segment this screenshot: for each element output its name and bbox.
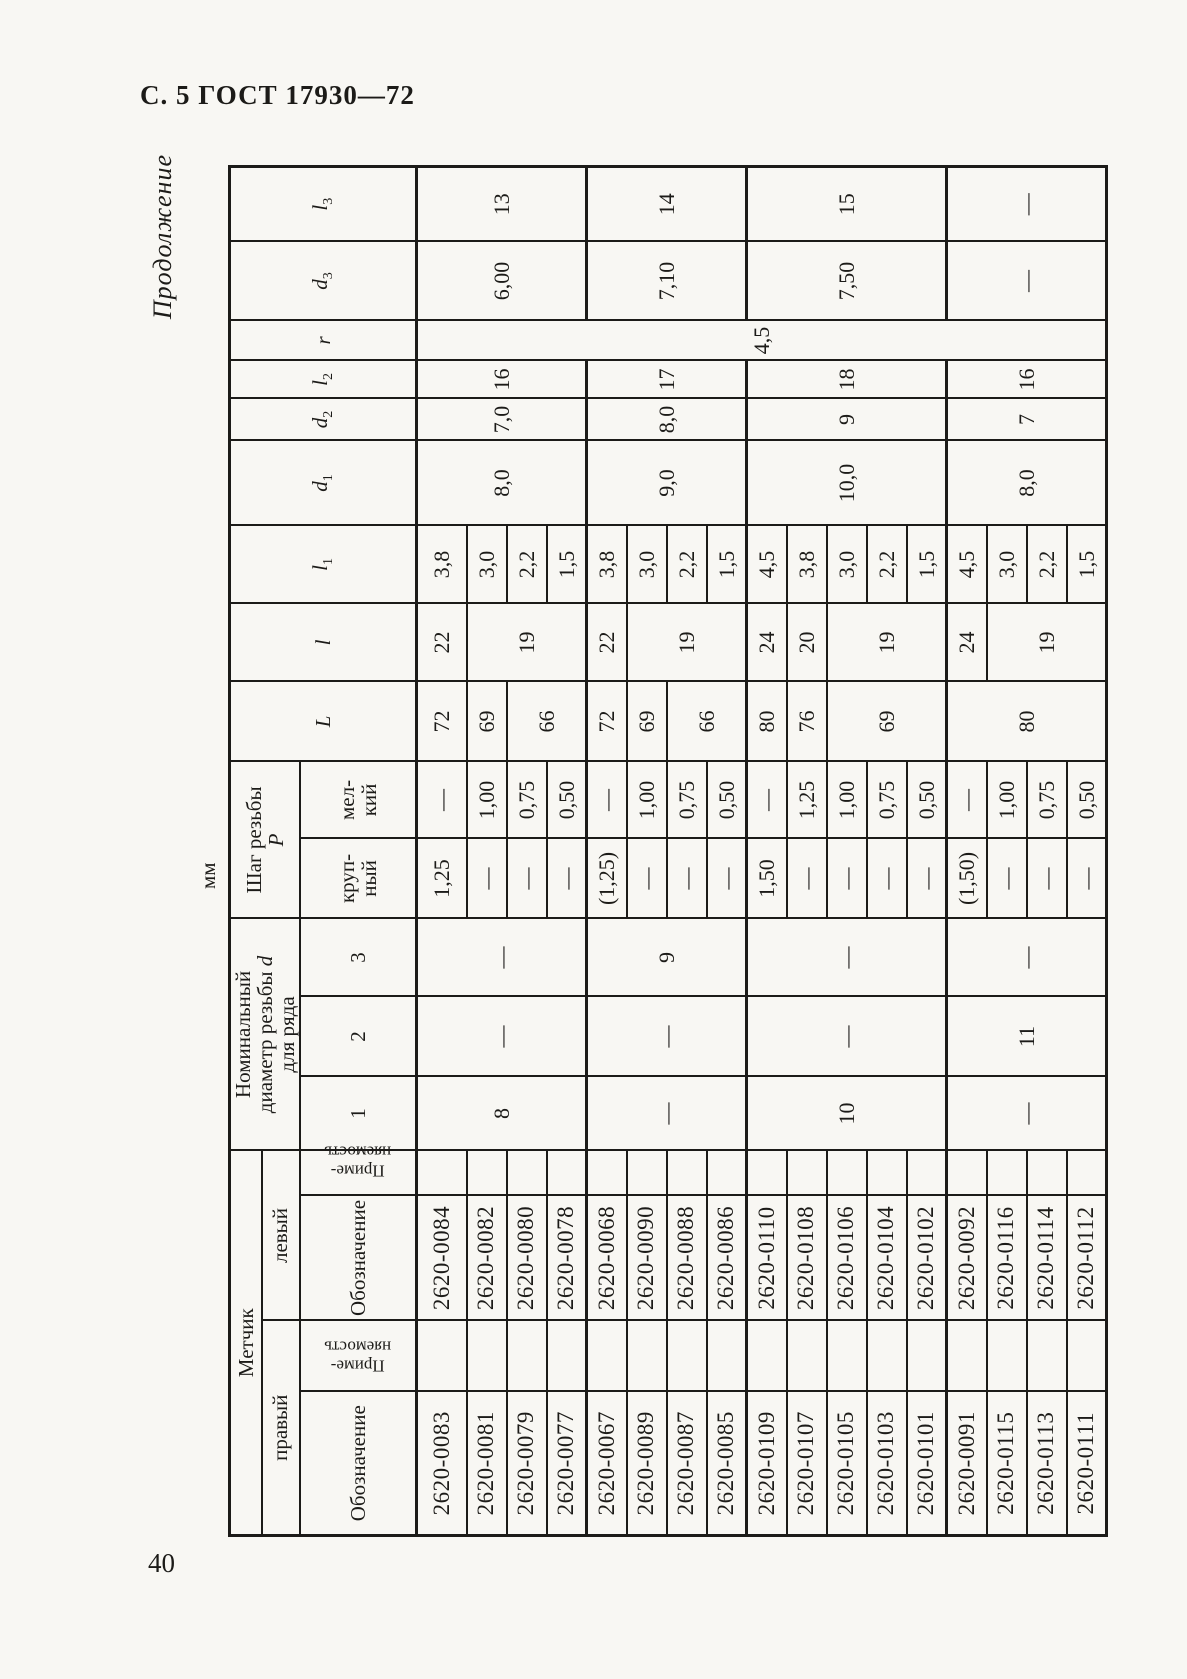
data-cell bbox=[507, 1321, 547, 1392]
designation-cell: 2620-0110 bbox=[747, 1196, 787, 1321]
data-cell: — bbox=[587, 761, 627, 838]
designation-cell: 2620-0103 bbox=[867, 1392, 907, 1536]
data-cell: 16 bbox=[947, 360, 1107, 398]
data-cell: — bbox=[627, 838, 667, 918]
data-cell: 3,0 bbox=[987, 525, 1027, 603]
data-cell: 19 bbox=[987, 603, 1107, 681]
page-number: 40 bbox=[148, 1548, 175, 1578]
col-L: L bbox=[230, 681, 417, 761]
data-cell bbox=[947, 1150, 987, 1195]
data-cell: 8,0 bbox=[587, 398, 747, 440]
col-l: l bbox=[230, 603, 417, 681]
designation-cell: 2620-0082 bbox=[467, 1196, 507, 1321]
data-cell: 80 bbox=[747, 681, 787, 761]
data-cell bbox=[627, 1150, 667, 1195]
data-cell: 24 bbox=[747, 603, 787, 681]
data-cell: 2,2 bbox=[867, 525, 907, 603]
data-cell bbox=[1027, 1150, 1067, 1195]
col-l3: $l_3$ bbox=[230, 166, 417, 241]
data-cell bbox=[987, 1321, 1027, 1392]
data-cell bbox=[987, 1150, 1027, 1195]
vertical-label: Приме- няемость bbox=[324, 1338, 392, 1376]
data-cell: 11 bbox=[947, 996, 1107, 1076]
data-cell bbox=[827, 1321, 867, 1392]
data-cell: 66 bbox=[667, 681, 747, 761]
data-cell: 10 bbox=[747, 1076, 947, 1150]
data-cell: 2,2 bbox=[1027, 525, 1067, 603]
data-cell: 8 bbox=[417, 1076, 587, 1150]
data-cell bbox=[907, 1321, 947, 1392]
designation-cell: 2620-0104 bbox=[867, 1196, 907, 1321]
col-group-nominal-diameter: Номинальный диаметр резьбы d для ряда bbox=[230, 918, 300, 1150]
data-cell: 2,2 bbox=[507, 525, 547, 603]
data-cell: — bbox=[907, 838, 947, 918]
designation-cell: 2620-0088 bbox=[667, 1196, 707, 1321]
data-cell: 69 bbox=[467, 681, 507, 761]
data-cell bbox=[417, 1321, 467, 1392]
data-cell: — bbox=[587, 1076, 747, 1150]
data-cell: 19 bbox=[467, 603, 587, 681]
data-cell: 3,8 bbox=[417, 525, 467, 603]
designation-cell: 2620-0109 bbox=[747, 1392, 787, 1536]
data-cell bbox=[667, 1150, 707, 1195]
data-cell: 1,25 bbox=[787, 761, 827, 838]
units-label: мм bbox=[196, 862, 220, 889]
designation-cell: 2620-0092 bbox=[947, 1196, 987, 1321]
col-applicability-left bbox=[300, 1143, 417, 1195]
data-cell: 4,5 bbox=[747, 525, 787, 603]
designation-cell: 2620-0115 bbox=[987, 1392, 1027, 1536]
data-cell: 72 bbox=[587, 681, 627, 761]
data-cell: 69 bbox=[827, 681, 947, 761]
data-cell: 80 bbox=[947, 681, 1107, 761]
designation-cell: 2620-0114 bbox=[1027, 1196, 1067, 1321]
data-cell: 22 bbox=[417, 603, 467, 681]
col-d1: $d_1$ bbox=[230, 440, 417, 525]
designation-cell: 2620-0091 bbox=[947, 1392, 987, 1536]
data-cell: — bbox=[747, 996, 947, 1076]
data-cell: 69 bbox=[627, 681, 667, 761]
vertical-label: Приме- няемость bbox=[324, 1143, 392, 1181]
designation-cell: 2620-0080 bbox=[507, 1196, 547, 1321]
data-cell: 17 bbox=[587, 360, 747, 398]
data-cell: 6,00 bbox=[417, 241, 587, 320]
continuation-label: Продолжение bbox=[148, 154, 177, 320]
rotated-table-area bbox=[148, 154, 1105, 1537]
data-cell bbox=[787, 1321, 827, 1392]
designation-cell: 2620-0105 bbox=[827, 1392, 867, 1536]
designation-cell: 2620-0101 bbox=[907, 1392, 947, 1536]
col-group-right-hand: правый bbox=[262, 1321, 300, 1536]
data-cell bbox=[907, 1150, 947, 1195]
designation-cell: 2620-0068 bbox=[587, 1196, 627, 1321]
page-header: С. 5 ГОСТ 17930—72 bbox=[140, 80, 415, 110]
data-cell: 7 bbox=[947, 398, 1107, 440]
data-cell bbox=[827, 1150, 867, 1195]
col-series-1: 1 bbox=[300, 1076, 417, 1150]
col-d2: $d_2$ bbox=[230, 398, 417, 440]
col-pitch-fine: мел- кий bbox=[300, 761, 417, 838]
data-cell: — bbox=[747, 761, 787, 838]
data-cell: — bbox=[827, 838, 867, 918]
tap-dimensions-table bbox=[228, 165, 1108, 1537]
data-cell: 4,5 bbox=[947, 525, 987, 603]
data-cell: 0,50 bbox=[907, 761, 947, 838]
designation-cell: 2620-0067 bbox=[587, 1392, 627, 1536]
data-cell: 2,2 bbox=[667, 525, 707, 603]
col-r: r bbox=[230, 320, 417, 360]
data-cell: — bbox=[947, 166, 1107, 241]
data-cell: 72 bbox=[417, 681, 467, 761]
data-cell: — bbox=[987, 838, 1027, 918]
data-cell: 16 bbox=[417, 360, 587, 398]
col-d3: $d_3$ bbox=[230, 241, 417, 320]
table-body bbox=[417, 166, 1107, 1535]
data-cell bbox=[467, 1150, 507, 1195]
data-cell: 0,50 bbox=[1067, 761, 1107, 838]
data-cell: 7,50 bbox=[747, 241, 947, 320]
data-cell: 19 bbox=[827, 603, 947, 681]
data-cell: 1,00 bbox=[627, 761, 667, 838]
col-designation-right: Обозначение bbox=[300, 1392, 417, 1536]
data-cell: 1,5 bbox=[907, 525, 947, 603]
data-cell: 0,50 bbox=[547, 761, 587, 838]
designation-cell: 2620-0116 bbox=[987, 1196, 1027, 1321]
designation-cell: 2620-0090 bbox=[627, 1196, 667, 1321]
data-cell: — bbox=[787, 838, 827, 918]
data-cell: 3,0 bbox=[627, 525, 667, 603]
col-group-left-hand: левый bbox=[262, 1150, 300, 1320]
designation-cell: 2620-0111 bbox=[1067, 1392, 1107, 1536]
data-cell: 3,8 bbox=[787, 525, 827, 603]
data-cell: — bbox=[747, 918, 947, 996]
data-cell bbox=[587, 1321, 627, 1392]
data-cell bbox=[667, 1321, 707, 1392]
col-group-tap: Метчик bbox=[230, 1150, 262, 1535]
data-cell: 0,50 bbox=[707, 761, 747, 838]
designation-cell: 2620-0106 bbox=[827, 1196, 867, 1321]
col-group-thread-pitch: Шаг резьбы Р bbox=[230, 761, 300, 918]
data-cell: 1,50 bbox=[747, 838, 787, 918]
designation-cell: 2620-0078 bbox=[547, 1196, 587, 1321]
data-cell bbox=[417, 1150, 467, 1195]
data-cell bbox=[1027, 1321, 1067, 1392]
data-cell: — bbox=[417, 918, 587, 996]
data-cell: 1,00 bbox=[987, 761, 1027, 838]
data-cell: 20 bbox=[787, 603, 827, 681]
data-cell bbox=[747, 1150, 787, 1195]
data-cell: 1,00 bbox=[827, 761, 867, 838]
col-applicability-right bbox=[300, 1321, 417, 1392]
designation-cell: 2620-0086 bbox=[707, 1196, 747, 1321]
designation-cell: 2620-0113 bbox=[1027, 1392, 1067, 1536]
col-pitch-coarse: круп- ный bbox=[300, 838, 417, 918]
designation-cell: 2620-0081 bbox=[467, 1392, 507, 1536]
data-cell: 8,0 bbox=[417, 440, 587, 525]
data-cell bbox=[627, 1321, 667, 1392]
data-cell: — bbox=[867, 838, 907, 918]
data-cell bbox=[1067, 1150, 1107, 1195]
designation-cell: 2620-0077 bbox=[547, 1392, 587, 1536]
data-cell: 3,8 bbox=[587, 525, 627, 603]
data-cell: 9 bbox=[747, 398, 947, 440]
data-cell: — bbox=[547, 838, 587, 918]
data-cell: 19 bbox=[627, 603, 747, 681]
data-cell: 13 bbox=[417, 166, 587, 241]
data-cell: — bbox=[947, 761, 987, 838]
designation-cell: 2620-0108 bbox=[787, 1196, 827, 1321]
designation-cell: 2620-0112 bbox=[1067, 1196, 1107, 1321]
data-cell: — bbox=[707, 838, 747, 918]
data-cell: — bbox=[467, 838, 507, 918]
data-cell: 18 bbox=[747, 360, 947, 398]
data-cell bbox=[507, 1150, 547, 1195]
col-l1: $l_1$ bbox=[230, 525, 417, 603]
data-cell bbox=[747, 1321, 787, 1392]
designation-cell: 2620-0083 bbox=[417, 1392, 467, 1536]
data-cell: — bbox=[667, 838, 707, 918]
designation-cell: 2620-0084 bbox=[417, 1196, 467, 1321]
data-cell: 22 bbox=[587, 603, 627, 681]
data-cell: — bbox=[507, 838, 547, 918]
data-cell bbox=[547, 1321, 587, 1392]
data-cell: — bbox=[1067, 838, 1107, 918]
designation-cell: 2620-0085 bbox=[707, 1392, 747, 1536]
data-cell: 76 bbox=[787, 681, 827, 761]
data-cell: (1,50) bbox=[947, 838, 987, 918]
data-cell: (1,25) bbox=[587, 838, 627, 918]
data-cell: — bbox=[1027, 838, 1067, 918]
data-cell: 1,25 bbox=[417, 838, 467, 918]
data-cell: 66 bbox=[507, 681, 587, 761]
data-cell: 4,5 bbox=[417, 320, 1107, 360]
data-cell: 1,00 bbox=[467, 761, 507, 838]
data-cell: 0,75 bbox=[507, 761, 547, 838]
data-cell: — bbox=[947, 918, 1107, 996]
col-l2: $l_2$ bbox=[230, 360, 417, 398]
data-cell: 9 bbox=[587, 918, 747, 996]
designation-cell: 2620-0102 bbox=[907, 1196, 947, 1321]
data-cell: 1,5 bbox=[547, 525, 587, 603]
data-cell: 10,0 bbox=[747, 440, 947, 525]
data-cell bbox=[1067, 1321, 1107, 1392]
data-cell: 24 bbox=[947, 603, 987, 681]
data-cell: 0,75 bbox=[867, 761, 907, 838]
designation-cell: 2620-0079 bbox=[507, 1392, 547, 1536]
data-cell: 7,0 bbox=[417, 398, 587, 440]
data-cell bbox=[867, 1321, 907, 1392]
data-cell bbox=[947, 1321, 987, 1392]
data-cell bbox=[547, 1150, 587, 1195]
data-cell: — bbox=[417, 996, 587, 1076]
designation-cell: 2620-0087 bbox=[667, 1392, 707, 1536]
data-cell bbox=[867, 1150, 907, 1195]
designation-cell: 2620-0089 bbox=[627, 1392, 667, 1536]
data-cell: 3,0 bbox=[467, 525, 507, 603]
data-cell: — bbox=[947, 241, 1107, 320]
data-cell: — bbox=[417, 761, 467, 838]
col-series-2: 2 bbox=[300, 996, 417, 1076]
designation-cell: 2620-0107 bbox=[787, 1392, 827, 1536]
data-cell: 9,0 bbox=[587, 440, 747, 525]
col-designation-left: Обозначение bbox=[300, 1196, 417, 1321]
data-cell: 14 bbox=[587, 166, 747, 241]
data-cell bbox=[787, 1150, 827, 1195]
data-cell: 7,10 bbox=[587, 241, 747, 320]
data-cell: 3,0 bbox=[827, 525, 867, 603]
data-cell bbox=[467, 1321, 507, 1392]
data-cell: 1,5 bbox=[707, 525, 747, 603]
data-cell: 1,5 bbox=[1067, 525, 1107, 603]
data-cell bbox=[707, 1321, 747, 1392]
data-cell: 0,75 bbox=[667, 761, 707, 838]
data-cell: 0,75 bbox=[1027, 761, 1067, 838]
data-cell: — bbox=[947, 1076, 1107, 1150]
col-series-3: 3 bbox=[300, 918, 417, 996]
data-cell bbox=[707, 1150, 747, 1195]
data-cell: 8,0 bbox=[947, 440, 1107, 525]
data-cell: 15 bbox=[747, 166, 947, 241]
table-head bbox=[230, 166, 417, 1535]
data-cell: — bbox=[587, 996, 747, 1076]
data-cell bbox=[587, 1150, 627, 1195]
